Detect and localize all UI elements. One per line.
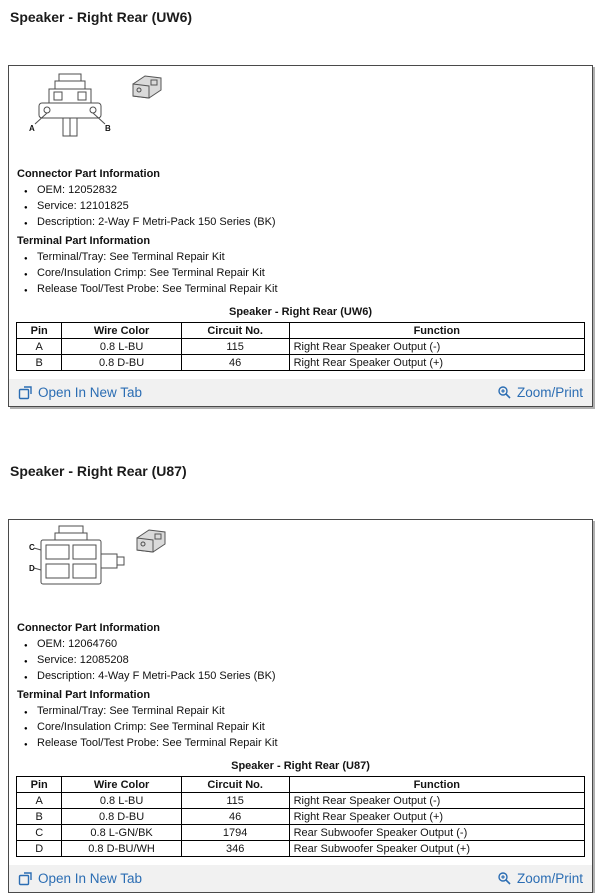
terminal-part-info-title: Terminal Part Information	[17, 689, 151, 701]
connector-card-uw6	[8, 65, 593, 407]
pin-label-c: C	[29, 543, 35, 552]
table-header-cell: Function	[289, 323, 584, 339]
open-in-new-tab-label: Open In New Tab	[38, 871, 143, 886]
connector-part-info-title: Connector Part Information	[17, 168, 161, 180]
table-header-row	[17, 777, 585, 793]
connector-2way-diagram	[15, 70, 215, 158]
pinout-table-wrap	[16, 306, 585, 371]
external-tab-icon	[18, 385, 33, 400]
table-cell: A	[17, 793, 62, 809]
terminal-part-info-title: Terminal Part Information	[17, 235, 151, 247]
connector-3d-icon	[137, 530, 165, 552]
open-in-new-tab-link[interactable]	[18, 871, 142, 886]
info-bullet-item: ● Core/Insulation Crimp: See Terminal Repair Kit	[37, 721, 592, 734]
info-bullet-item: ● Terminal/Tray: See Terminal Repair Kit	[37, 251, 592, 264]
table-row	[17, 793, 585, 809]
pin-label-a: A	[29, 124, 35, 133]
info-bullet-item: ● Service: 12085208	[37, 654, 592, 667]
pin-label-d: D	[29, 564, 35, 573]
table-cell: 1794	[181, 825, 289, 841]
pinout-table-title: Speaker - Right Rear (UW6)	[228, 306, 373, 318]
table-cell: 46	[181, 809, 289, 825]
section-heading-u87: Speaker - Right Rear (U87)	[10, 463, 187, 479]
table-row	[17, 355, 585, 371]
table-cell: B	[17, 809, 62, 825]
info-bullet-item: ● OEM: 12052832	[37, 184, 592, 197]
connector-part-info-list	[9, 638, 592, 683]
table-cell: 46	[181, 355, 289, 371]
table-cell: C	[17, 825, 62, 841]
open-in-new-tab-label: Open In New Tab	[38, 385, 143, 400]
table-header-row	[17, 323, 585, 339]
zoom-print-link[interactable]	[497, 385, 583, 400]
info-bullet-item: ● Release Tool/Test Probe: See Terminal Repair Kit	[37, 283, 592, 296]
table-row	[17, 841, 585, 857]
connector-diagram-area	[9, 520, 592, 616]
info-bullet-item: ● Release Tool/Test Probe: See Terminal Repair Kit	[37, 737, 592, 750]
info-bullet-item: ● Description: 4-Way F Metri-Pack 150 Series (BK)	[37, 670, 592, 683]
info-bullet-item: ● Terminal/Tray: See Terminal Repair Kit	[37, 705, 592, 718]
table-header-cell: Wire Color	[62, 323, 181, 339]
table-cell: 115	[181, 793, 289, 809]
table-cell: 0.8 L-GN/BK	[62, 825, 181, 841]
table-header-cell: Function	[289, 777, 584, 793]
table-cell: 0.8 D-BU	[62, 809, 181, 825]
table-header-cell: Circuit No.	[181, 777, 289, 793]
table-header-cell: Circuit No.	[181, 323, 289, 339]
table-row	[17, 809, 585, 825]
table-cell: 0.8 L-BU	[62, 339, 181, 355]
table-cell: 0.8 D-BU	[62, 355, 181, 371]
external-tab-icon	[18, 871, 33, 886]
table-cell: Rear Subwoofer Speaker Output (+)	[289, 841, 584, 857]
table-header-cell: Pin	[17, 323, 62, 339]
table-cell: 115	[181, 339, 289, 355]
info-bullet-item: ● OEM: 12064760	[37, 638, 592, 651]
zoom-print-label: Zoom/Print	[516, 871, 583, 886]
table-cell: 346	[181, 841, 289, 857]
table-cell: 0.8 D-BU/WH	[62, 841, 181, 857]
table-row	[17, 825, 585, 841]
zoom-icon	[497, 385, 512, 400]
table-cell: Right Rear Speaker Output (-)	[289, 793, 584, 809]
connector-card-u87	[8, 519, 593, 893]
connector-part-info-list	[9, 184, 592, 229]
zoom-print-link[interactable]	[497, 871, 583, 886]
connector-3d-icon	[133, 76, 161, 98]
zoom-print-label: Zoom/Print	[516, 385, 583, 400]
table-cell: 0.8 L-BU	[62, 793, 181, 809]
open-in-new-tab-link[interactable]	[18, 385, 142, 400]
info-bullet-item: ● Core/Insulation Crimp: See Terminal Repair Kit	[37, 267, 592, 280]
table-cell: Rear Subwoofer Speaker Output (-)	[289, 825, 584, 841]
zoom-icon	[497, 871, 512, 886]
section-heading-uw6: Speaker - Right Rear (UW6)	[10, 9, 193, 25]
table-cell: D	[17, 841, 62, 857]
terminal-part-info-list	[9, 251, 592, 296]
pinout-table-title: Speaker - Right Rear (U87)	[231, 760, 370, 772]
connector-part-info-title: Connector Part Information	[17, 622, 161, 634]
info-bullet-item: ● Service: 12101825	[37, 200, 592, 213]
table-cell: Right Rear Speaker Output (+)	[289, 809, 584, 825]
table-header-cell: Wire Color	[62, 777, 181, 793]
table-cell: B	[17, 355, 62, 371]
connector-4way-diagram	[15, 524, 215, 612]
card-footer	[9, 379, 592, 406]
card-footer	[9, 865, 592, 892]
terminal-part-info-list	[9, 705, 592, 750]
table-cell: Right Rear Speaker Output (-)	[289, 339, 584, 355]
info-bullet-item: ● Description: 2-Way F Metri-Pack 150 Series (BK)	[37, 216, 592, 229]
pinout-table	[16, 776, 585, 857]
table-row	[17, 339, 585, 355]
connector-diagram-area	[9, 66, 592, 162]
table-header-cell: Pin	[17, 777, 62, 793]
pinout-table	[16, 322, 585, 371]
table-cell: A	[17, 339, 62, 355]
pin-label-b: B	[105, 124, 111, 133]
table-cell: Right Rear Speaker Output (+)	[289, 355, 584, 371]
pinout-table-wrap	[16, 760, 585, 857]
